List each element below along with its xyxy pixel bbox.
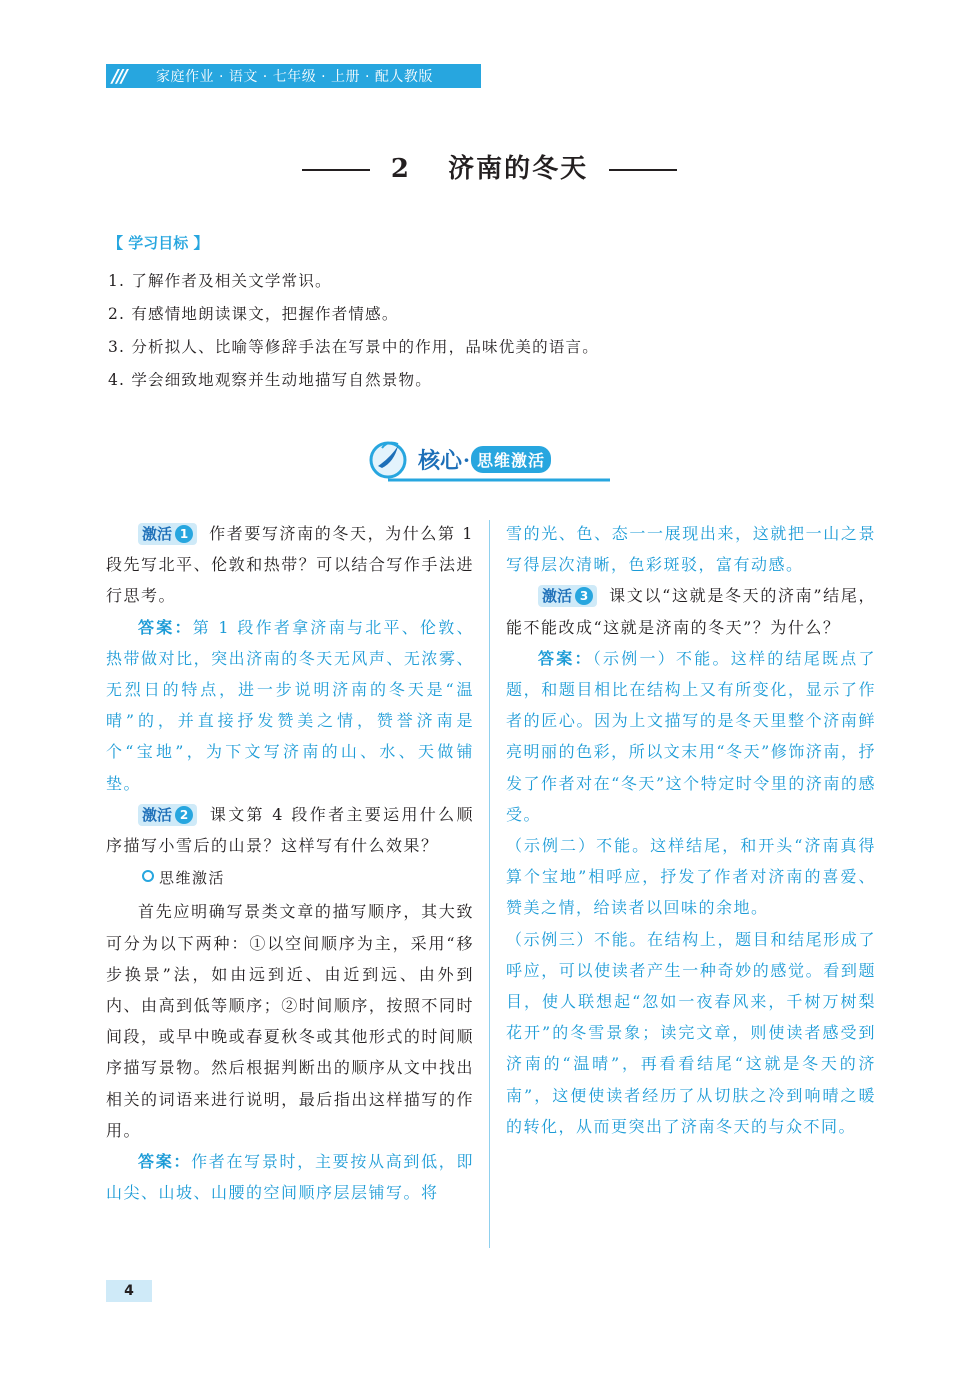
header-slashes: /// — [112, 65, 126, 87]
answer-label: 答案： — [538, 648, 593, 668]
question-1 — [106, 518, 474, 612]
objective-item: 4. 学会细致地观察并生动地描写自然景物。 — [108, 371, 432, 389]
objective-item: 3. 分析拟人、比喻等修辞手法在写景中的作用，品味优美的语言。 — [108, 338, 599, 356]
question-text: 课文第 4 段作者主要运用什么顺序描写小雪后的山景？这样写有什么效果？ — [106, 804, 474, 856]
column-divider — [489, 520, 490, 1248]
analysis-paragraph: 首先应明确写景类文章的描写顺序，其大致可分为以下两种：①以空间顺序为主，采用“移步换景”法，如由远到近、由近到远、由外到内、由高到低等顺序；②时间顺序，按照不同时间段，或早中晚或春夏秋冬或其他形式的时间顺序描写景物。然后根据判断出的顺序从文中找出相关的词语来进行说明，最后指出这样描写的作用。 — [106, 902, 474, 1140]
lesson-title — [0, 148, 979, 185]
tag-number-badge: 3 — [575, 587, 593, 605]
ring-icon — [142, 870, 154, 882]
answer-text: （示例一）不能。这样的结尾既点了题，和题目相比在结构上又有所变化，显示了作者的匠心。因为上文描写的是冬天里整个济南鲜亮明丽的色彩，所以文末用“冬天”修饰济南，抒发了作者对在“冬天”这个特定时令里的济南的感受。 — [506, 648, 876, 824]
left-column — [106, 518, 474, 1208]
core-dot: · — [463, 447, 470, 472]
page-number: 4 — [106, 1280, 152, 1302]
question-text: 课文以“这就是冬天的济南”结尾，能不能改成“这就是济南的冬天”？为什么？ — [506, 586, 876, 637]
thinking-subheading — [142, 863, 474, 894]
objectives-heading: 【 学习目标 】 — [108, 234, 209, 252]
answer-3 — [506, 643, 876, 830]
answer-text: 作者在写景时，主要按从高到低，即山尖、山坡、山腰的空间顺序层层铺写。将 — [106, 1152, 474, 1203]
question-text: 作者要写济南的冬天，为什么第 1 段先写北平、伦敦和热带？可以结合写作手法进行思考。 — [106, 524, 474, 606]
header-text: 家庭作业 · 语文 · 七年级 · 上册 · 配人教版 — [156, 69, 433, 85]
tag-number-badge: 2 — [175, 806, 193, 824]
tag-number-badge: 1 — [175, 525, 193, 543]
answer-text: 第 1 段作者拿济南与北平、伦敦、热带做对比，突出济南的冬天无风声、无浓雾、无烈日的特点，进一步说明济南的冬天是“温晴”的，并直接抒发赞美之情，赞誉济南是个“宝地”，为下文写济南的山、水、天做铺垫。 — [106, 617, 474, 793]
objective-item: 2. 有感情地朗读课文，把握作者情感。 — [108, 305, 399, 323]
learning-objectives — [108, 232, 878, 397]
subheading-text: 思维激活 — [159, 869, 226, 888]
answer-label: 答案： — [138, 1152, 192, 1172]
answer-1 — [106, 612, 474, 799]
activation-tag: 激活 3 — [538, 585, 597, 607]
answer-3-example-2: （示例二）不能。这样结尾，和开头“济南真得算个宝地”相呼应，抒发了作者对济南的喜爱、赞美之情，给读者以回味的余地。 — [506, 836, 876, 918]
answer-2 — [106, 1146, 474, 1208]
lesson-number: 2 — [390, 154, 411, 184]
question-3 — [506, 580, 876, 642]
question-2 — [106, 799, 474, 861]
answer-2-continued: 雪的光、色、态一一展现出来，这就把一山之景写得层次清晰，色彩斑驳，富有动感。 — [506, 524, 876, 575]
title-rule-left — [302, 169, 370, 171]
core-text — [418, 444, 551, 475]
activation-tag: 激活 1 — [138, 523, 197, 545]
lesson-title-text: 济南的冬天 — [448, 154, 589, 184]
objective-item: 1. 了解作者及相关文学常识。 — [108, 272, 332, 290]
right-column — [506, 518, 876, 1142]
core-main-text: 核心 — [418, 449, 463, 474]
core-banner — [368, 436, 618, 484]
answer-label: 答案： — [138, 617, 193, 637]
core-pill: 思维激活 — [471, 446, 551, 473]
title-rule-right — [609, 169, 677, 171]
header-bar — [106, 64, 481, 88]
activation-tag: 激活 2 — [138, 804, 197, 826]
answer-3-example-3: （示例三）不能。在结构上，题目和结尾形成了呼应，可以使读者产生一种奇妙的感觉。看到题目，使人联想起“忽如一夜春风来，千树万树梨花开”的冬雪景象；读完文章，则使读者感受到济南的“温晴”，再看看结尾“这就是冬天的济南”，这便使读者经历了从切肤之冷到响晴之暖的转化，从而更突出了济南冬天的与众不同。 — [506, 929, 876, 1136]
